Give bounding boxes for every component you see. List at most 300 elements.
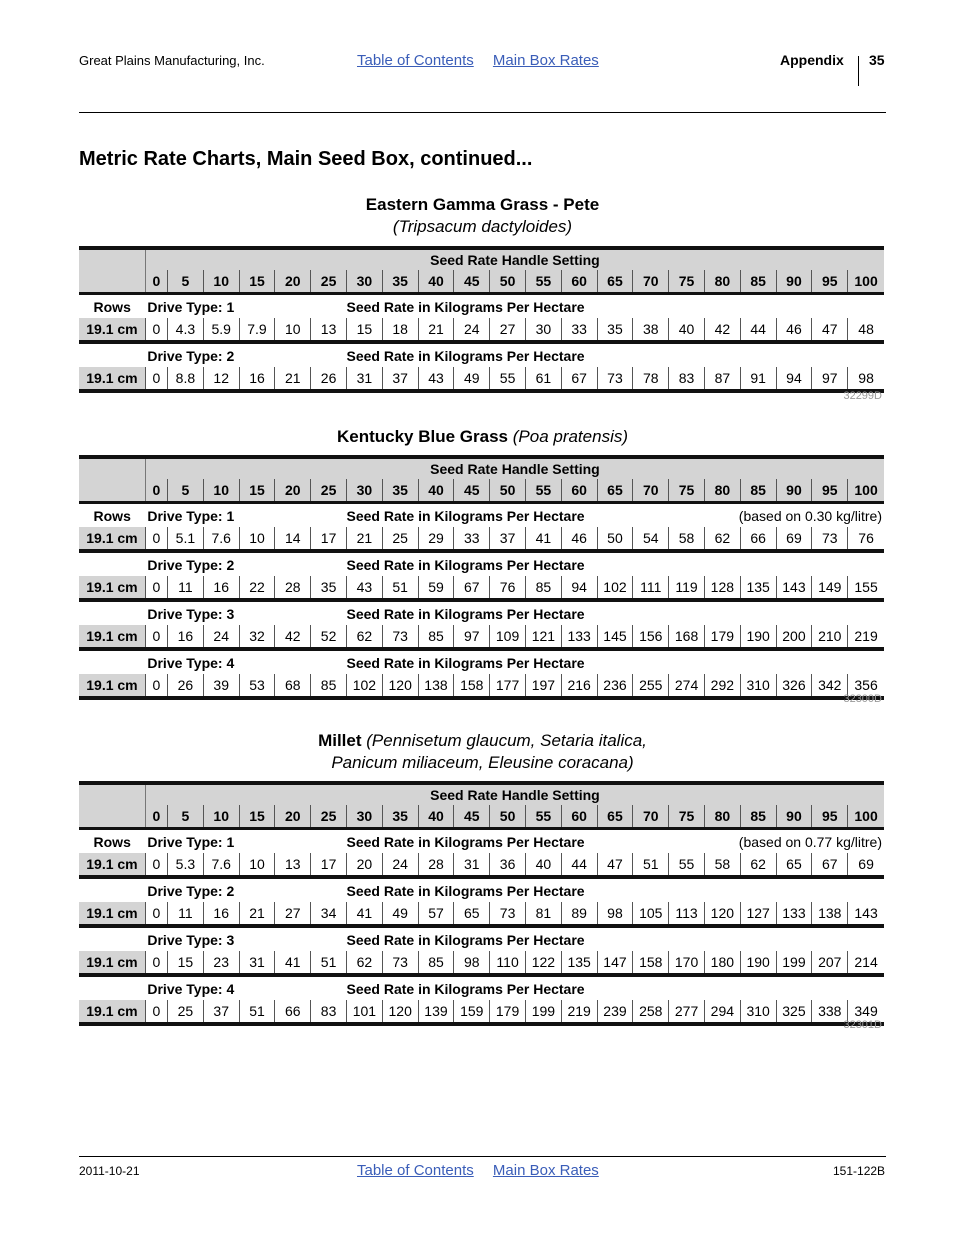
rate-cell: 51 bbox=[633, 853, 669, 877]
setting-header: 100 bbox=[848, 270, 884, 294]
crop-latin-name-line1: (Pennisetum glaucum, Setaria italica, bbox=[366, 731, 647, 750]
setting-header: 60 bbox=[561, 479, 597, 503]
figure-id: 32300D bbox=[843, 693, 882, 705]
rate-cell: 27 bbox=[490, 318, 526, 342]
rate-cell: 67 bbox=[561, 367, 597, 391]
rate-cell: 21 bbox=[275, 367, 311, 391]
rate-cell: 68 bbox=[275, 674, 311, 698]
rate-cell: 49 bbox=[454, 367, 490, 391]
rate-cell: 11 bbox=[168, 902, 204, 926]
corner-cell bbox=[79, 248, 145, 294]
drive-type-label: Drive Type: 2 bbox=[147, 556, 235, 573]
setting-header: 60 bbox=[561, 270, 597, 294]
rate-cell: 138 bbox=[418, 674, 454, 698]
rate-cell: 0 bbox=[145, 367, 167, 391]
setting-header: 55 bbox=[525, 270, 561, 294]
rate-cell: 16 bbox=[203, 576, 239, 600]
setting-header: 50 bbox=[490, 479, 526, 503]
rows-label bbox=[79, 926, 145, 951]
rate-cell: 255 bbox=[633, 674, 669, 698]
rate-cell: 85 bbox=[418, 625, 454, 649]
rate-cell: 28 bbox=[275, 576, 311, 600]
setting-header: 65 bbox=[597, 805, 633, 829]
rate-cell: 65 bbox=[776, 853, 812, 877]
rate-cell: 43 bbox=[418, 367, 454, 391]
drive-type-row bbox=[79, 877, 884, 902]
rate-cell: 94 bbox=[561, 576, 597, 600]
rows-label bbox=[79, 649, 145, 674]
rate-table-millet bbox=[79, 781, 884, 1026]
rate-cell: 149 bbox=[812, 576, 848, 600]
setting-header: 40 bbox=[418, 270, 454, 294]
rate-cell: 190 bbox=[740, 625, 776, 649]
rate-cell: 7.6 bbox=[203, 527, 239, 551]
rate-cell: 5.3 bbox=[168, 853, 204, 877]
rate-unit-label: Seed Rate in Kilograms Per Hectare bbox=[346, 298, 585, 315]
rate-cell: 26 bbox=[311, 367, 347, 391]
settings-title-row bbox=[79, 457, 884, 479]
rate-cell: 37 bbox=[203, 1000, 239, 1024]
rate-cell: 168 bbox=[669, 625, 705, 649]
rate-cell: 24 bbox=[382, 853, 418, 877]
rate-cell: 101 bbox=[346, 1000, 382, 1024]
density-note bbox=[669, 926, 884, 951]
rate-cell: 11 bbox=[168, 576, 204, 600]
rate-cell: 97 bbox=[812, 367, 848, 391]
rate-cell: 156 bbox=[633, 625, 669, 649]
density-note: (based on 0.30 kg/litre) bbox=[738, 507, 882, 524]
rate-unit-label: Seed Rate in Kilograms Per Hectare bbox=[346, 833, 585, 850]
rate-cell: 120 bbox=[382, 674, 418, 698]
setting-header: 35 bbox=[382, 270, 418, 294]
density-note bbox=[669, 294, 884, 319]
setting-header: 15 bbox=[239, 479, 275, 503]
rate-cell: 73 bbox=[490, 902, 526, 926]
rate-cell: 147 bbox=[597, 951, 633, 975]
rows-label bbox=[79, 877, 145, 902]
table-row bbox=[79, 576, 884, 600]
setting-header: 5 bbox=[168, 805, 204, 829]
rate-cell: 69 bbox=[776, 527, 812, 551]
drive-type-row bbox=[79, 926, 884, 951]
table-row bbox=[79, 853, 884, 877]
rate-cell: 57 bbox=[418, 902, 454, 926]
rate-cell: 83 bbox=[311, 1000, 347, 1024]
rate-cell: 66 bbox=[740, 527, 776, 551]
drive-type-row bbox=[79, 600, 884, 625]
footer-nav bbox=[357, 1162, 614, 1179]
rate-cell: 21 bbox=[346, 527, 382, 551]
rate-cell: 98 bbox=[454, 951, 490, 975]
rate-cell: 0 bbox=[145, 853, 167, 877]
rate-cell: 8.8 bbox=[168, 367, 204, 391]
rate-cell: 41 bbox=[525, 527, 561, 551]
main-box-rates-link[interactable]: Main Box Rates bbox=[492, 52, 599, 69]
rate-cell: 159 bbox=[454, 1000, 490, 1024]
rate-cell: 197 bbox=[525, 674, 561, 698]
rate-cell: 180 bbox=[704, 951, 740, 975]
drive-type-row bbox=[79, 649, 884, 674]
setting-header: 95 bbox=[812, 270, 848, 294]
rate-table-gamma-grass bbox=[79, 246, 884, 393]
rate-cell: 35 bbox=[597, 318, 633, 342]
rate-cell: 13 bbox=[311, 318, 347, 342]
row-spacing-label: 19.1 cm bbox=[79, 674, 145, 698]
rate-cell: 31 bbox=[239, 951, 275, 975]
row-spacing-label: 19.1 cm bbox=[79, 853, 145, 877]
rate-cell: 179 bbox=[704, 625, 740, 649]
setting-header: 10 bbox=[203, 270, 239, 294]
rate-cell: 25 bbox=[382, 527, 418, 551]
setting-header: 70 bbox=[633, 270, 669, 294]
rate-cell: 120 bbox=[704, 902, 740, 926]
rate-cell: 34 bbox=[311, 902, 347, 926]
rate-table-bluegrass bbox=[79, 455, 884, 700]
rate-cell: 87 bbox=[704, 367, 740, 391]
rate-cell: 310 bbox=[740, 674, 776, 698]
settings-title-row bbox=[79, 248, 884, 270]
doc-number: 151-122B bbox=[833, 1164, 886, 1178]
rate-cell: 38 bbox=[633, 318, 669, 342]
setting-header: 20 bbox=[275, 479, 311, 503]
rate-cell: 0 bbox=[145, 576, 167, 600]
settings-row bbox=[79, 805, 884, 829]
drive-type-row bbox=[79, 829, 884, 854]
rate-cell: 36 bbox=[490, 853, 526, 877]
header-nav bbox=[357, 52, 614, 69]
rate-cell: 342 bbox=[812, 674, 848, 698]
rate-cell: 5.1 bbox=[168, 527, 204, 551]
rate-cell: 258 bbox=[633, 1000, 669, 1024]
row-spacing-label: 19.1 cm bbox=[79, 951, 145, 975]
rate-cell: 128 bbox=[704, 576, 740, 600]
density-note bbox=[669, 600, 884, 625]
rate-cell: 73 bbox=[382, 951, 418, 975]
rate-cell: 158 bbox=[454, 674, 490, 698]
rate-cell: 83 bbox=[669, 367, 705, 391]
section-label: Appendix bbox=[780, 52, 844, 68]
setting-header: 5 bbox=[168, 479, 204, 503]
rate-cell: 97 bbox=[454, 625, 490, 649]
settings-title: Seed Rate Handle Setting bbox=[145, 248, 884, 270]
rate-cell: 58 bbox=[704, 853, 740, 877]
rate-cell: 49 bbox=[382, 902, 418, 926]
rows-label bbox=[79, 551, 145, 576]
rate-unit-label: Seed Rate in Kilograms Per Hectare bbox=[346, 931, 585, 948]
header-rule bbox=[79, 112, 886, 113]
setting-header: 90 bbox=[776, 479, 812, 503]
setting-header: 30 bbox=[346, 270, 382, 294]
section-title: Metric Rate Charts, Main Seed Box, continued... bbox=[79, 148, 533, 170]
drive-type-row bbox=[79, 342, 884, 367]
rate-cell: 20 bbox=[346, 853, 382, 877]
rate-cell: 59 bbox=[418, 576, 454, 600]
page-number: 35 bbox=[869, 52, 885, 68]
rate-cell: 10 bbox=[275, 318, 311, 342]
rate-cell: 47 bbox=[812, 318, 848, 342]
rate-cell: 219 bbox=[848, 625, 884, 649]
setting-header: 75 bbox=[669, 479, 705, 503]
rate-cell: 127 bbox=[740, 902, 776, 926]
rate-cell: 28 bbox=[418, 853, 454, 877]
setting-header: 100 bbox=[848, 805, 884, 829]
rate-cell: 37 bbox=[382, 367, 418, 391]
rate-cell: 62 bbox=[346, 951, 382, 975]
drive-type-label: Drive Type: 3 bbox=[147, 931, 235, 948]
rate-cell: 14 bbox=[275, 527, 311, 551]
rate-cell: 98 bbox=[848, 367, 884, 391]
table-row bbox=[79, 902, 884, 926]
rate-cell: 41 bbox=[275, 951, 311, 975]
rate-cell: 179 bbox=[490, 1000, 526, 1024]
rate-cell: 190 bbox=[740, 951, 776, 975]
drive-type-row bbox=[79, 975, 884, 1000]
rate-cell: 0 bbox=[145, 902, 167, 926]
rate-cell: 67 bbox=[812, 853, 848, 877]
setting-header: 80 bbox=[704, 479, 740, 503]
setting-header: 35 bbox=[382, 805, 418, 829]
setting-header: 70 bbox=[633, 479, 669, 503]
drive-type-row bbox=[79, 294, 884, 319]
rate-cell: 122 bbox=[525, 951, 561, 975]
setting-header: 5 bbox=[168, 270, 204, 294]
figure-id: 32301D bbox=[843, 1019, 882, 1031]
setting-header: 0 bbox=[145, 479, 167, 503]
rate-cell: 139 bbox=[418, 1000, 454, 1024]
setting-header: 55 bbox=[525, 479, 561, 503]
setting-header: 85 bbox=[740, 270, 776, 294]
rate-cell: 0 bbox=[145, 1000, 167, 1024]
footer-date: 2011-10-21 bbox=[79, 1164, 140, 1178]
rate-cell: 4.3 bbox=[168, 318, 204, 342]
rate-unit-label: Seed Rate in Kilograms Per Hectare bbox=[346, 980, 585, 997]
rate-cell: 274 bbox=[669, 674, 705, 698]
table-row bbox=[79, 951, 884, 975]
rate-cell: 48 bbox=[848, 318, 884, 342]
rate-cell: 120 bbox=[382, 1000, 418, 1024]
rate-cell: 155 bbox=[848, 576, 884, 600]
rate-cell: 135 bbox=[561, 951, 597, 975]
rate-cell: 62 bbox=[704, 527, 740, 551]
rate-cell: 62 bbox=[740, 853, 776, 877]
rate-cell: 7.9 bbox=[239, 318, 275, 342]
rate-cell: 105 bbox=[633, 902, 669, 926]
table-row bbox=[79, 367, 884, 391]
rate-cell: 15 bbox=[168, 951, 204, 975]
drive-type-label: Drive Type: 2 bbox=[147, 882, 235, 899]
rate-cell: 326 bbox=[776, 674, 812, 698]
rate-cell: 55 bbox=[490, 367, 526, 391]
rate-cell: 15 bbox=[346, 318, 382, 342]
rate-cell: 102 bbox=[597, 576, 633, 600]
table-row bbox=[79, 527, 884, 551]
rate-cell: 0 bbox=[145, 951, 167, 975]
rate-cell: 29 bbox=[418, 527, 454, 551]
rate-cell: 199 bbox=[525, 1000, 561, 1024]
rate-cell: 47 bbox=[597, 853, 633, 877]
row-spacing-label: 19.1 cm bbox=[79, 318, 145, 342]
rows-label: Rows bbox=[93, 833, 131, 850]
setting-header: 45 bbox=[454, 805, 490, 829]
rows-label bbox=[79, 975, 145, 1000]
rate-cell: 13 bbox=[275, 853, 311, 877]
rate-cell: 0 bbox=[145, 674, 167, 698]
rate-cell: 236 bbox=[597, 674, 633, 698]
toc-link[interactable]: Table of Contents bbox=[357, 1162, 474, 1179]
rate-cell: 109 bbox=[490, 625, 526, 649]
rate-cell: 40 bbox=[525, 853, 561, 877]
setting-header: 70 bbox=[633, 805, 669, 829]
setting-header: 35 bbox=[382, 479, 418, 503]
rate-cell: 10 bbox=[239, 527, 275, 551]
density-note bbox=[669, 551, 884, 576]
rate-unit-label: Seed Rate in Kilograms Per Hectare bbox=[346, 556, 585, 573]
rate-cell: 42 bbox=[704, 318, 740, 342]
rate-cell: 51 bbox=[311, 951, 347, 975]
rate-cell: 65 bbox=[454, 902, 490, 926]
rate-cell: 52 bbox=[311, 625, 347, 649]
rate-cell: 33 bbox=[454, 527, 490, 551]
setting-header: 90 bbox=[776, 270, 812, 294]
density-note: (based on 0.77 kg/litre) bbox=[738, 833, 882, 850]
setting-header: 0 bbox=[145, 270, 167, 294]
setting-header: 80 bbox=[704, 805, 740, 829]
rate-cell: 44 bbox=[740, 318, 776, 342]
drive-type-label: Drive Type: 4 bbox=[147, 980, 235, 997]
rate-unit-label: Seed Rate in Kilograms Per Hectare bbox=[346, 347, 585, 364]
drive-type-label: Drive Type: 1 bbox=[147, 833, 235, 850]
rate-cell: 16 bbox=[203, 902, 239, 926]
rate-cell: 78 bbox=[633, 367, 669, 391]
rate-cell: 5.9 bbox=[203, 318, 239, 342]
setting-header: 65 bbox=[597, 479, 633, 503]
rate-cell: 325 bbox=[776, 1000, 812, 1024]
drive-type-label: Drive Type: 3 bbox=[147, 605, 235, 622]
rate-cell: 55 bbox=[669, 853, 705, 877]
setting-header: 45 bbox=[454, 479, 490, 503]
toc-link[interactable]: Table of Contents bbox=[357, 52, 474, 69]
rate-cell: 31 bbox=[346, 367, 382, 391]
rate-cell: 54 bbox=[633, 527, 669, 551]
setting-header: 50 bbox=[490, 270, 526, 294]
rate-cell: 94 bbox=[776, 367, 812, 391]
rate-cell: 53 bbox=[239, 674, 275, 698]
rate-cell: 310 bbox=[740, 1000, 776, 1024]
rate-cell: 216 bbox=[561, 674, 597, 698]
row-spacing-label: 19.1 cm bbox=[79, 1000, 145, 1024]
settings-title: Seed Rate Handle Setting bbox=[145, 457, 884, 479]
rate-cell: 40 bbox=[669, 318, 705, 342]
rate-unit-label: Seed Rate in Kilograms Per Hectare bbox=[346, 507, 585, 524]
rate-cell: 76 bbox=[848, 527, 884, 551]
rate-cell: 46 bbox=[561, 527, 597, 551]
rate-cell: 24 bbox=[454, 318, 490, 342]
rate-cell: 22 bbox=[239, 576, 275, 600]
setting-header: 80 bbox=[704, 270, 740, 294]
header-divider bbox=[858, 56, 859, 86]
rate-cell: 18 bbox=[382, 318, 418, 342]
rate-cell: 58 bbox=[669, 527, 705, 551]
crop-latin-name-line2: Panicum miliaceum, Eleusine coracana) bbox=[331, 753, 634, 772]
setting-header: 25 bbox=[311, 805, 347, 829]
row-spacing-label: 19.1 cm bbox=[79, 527, 145, 551]
company-name: Great Plains Manufacturing, Inc. bbox=[79, 53, 265, 68]
rate-cell: 12 bbox=[203, 367, 239, 391]
table-row bbox=[79, 1000, 884, 1024]
rate-cell: 73 bbox=[382, 625, 418, 649]
rate-cell: 50 bbox=[597, 527, 633, 551]
setting-header: 20 bbox=[275, 805, 311, 829]
rate-cell: 35 bbox=[311, 576, 347, 600]
rate-cell: 239 bbox=[597, 1000, 633, 1024]
rate-cell: 210 bbox=[812, 625, 848, 649]
rate-cell: 207 bbox=[812, 951, 848, 975]
rate-cell: 25 bbox=[168, 1000, 204, 1024]
crop-latin-name: (Poa pratensis) bbox=[512, 427, 629, 446]
rate-cell: 85 bbox=[418, 951, 454, 975]
rate-cell: 121 bbox=[525, 625, 561, 649]
rows-label bbox=[79, 600, 145, 625]
settings-row bbox=[79, 270, 884, 294]
rate-cell: 135 bbox=[740, 576, 776, 600]
row-spacing-label: 19.1 cm bbox=[79, 576, 145, 600]
rate-cell: 119 bbox=[669, 576, 705, 600]
rate-cell: 51 bbox=[239, 1000, 275, 1024]
rate-cell: 7.6 bbox=[203, 853, 239, 877]
setting-header: 15 bbox=[239, 270, 275, 294]
setting-header: 25 bbox=[311, 270, 347, 294]
rate-cell: 61 bbox=[525, 367, 561, 391]
chart-title-millet bbox=[79, 730, 886, 774]
rate-cell: 16 bbox=[168, 625, 204, 649]
rate-cell: 111 bbox=[633, 576, 669, 600]
setting-header: 40 bbox=[418, 479, 454, 503]
drive-type-row bbox=[79, 551, 884, 576]
setting-header: 95 bbox=[812, 805, 848, 829]
rate-cell: 21 bbox=[239, 902, 275, 926]
density-note bbox=[669, 877, 884, 902]
corner-cell bbox=[79, 457, 145, 503]
rate-cell: 69 bbox=[848, 853, 884, 877]
rows-label: Rows bbox=[93, 298, 131, 315]
rate-cell: 23 bbox=[203, 951, 239, 975]
rate-cell: 46 bbox=[776, 318, 812, 342]
chart-title-bluegrass bbox=[79, 426, 886, 448]
settings-title: Seed Rate Handle Setting bbox=[145, 783, 884, 805]
crop-latin-name: (Tripsacum dactyloides) bbox=[392, 217, 573, 236]
rate-cell: 349 bbox=[848, 1000, 884, 1024]
setting-header: 95 bbox=[812, 479, 848, 503]
main-box-rates-link[interactable]: Main Box Rates bbox=[492, 1162, 599, 1179]
rate-cell: 277 bbox=[669, 1000, 705, 1024]
rate-cell: 98 bbox=[597, 902, 633, 926]
rate-cell: 85 bbox=[525, 576, 561, 600]
rate-cell: 133 bbox=[561, 625, 597, 649]
rate-cell: 67 bbox=[454, 576, 490, 600]
rows-label: Rows bbox=[93, 507, 131, 524]
row-spacing-label: 19.1 cm bbox=[79, 367, 145, 391]
crop-name: Millet bbox=[318, 731, 362, 750]
setting-header: 45 bbox=[454, 270, 490, 294]
setting-header: 40 bbox=[418, 805, 454, 829]
rate-cell: 0 bbox=[145, 625, 167, 649]
setting-header: 50 bbox=[490, 805, 526, 829]
density-note bbox=[669, 342, 884, 367]
setting-header: 100 bbox=[848, 479, 884, 503]
rate-cell: 177 bbox=[490, 674, 526, 698]
rate-cell: 30 bbox=[525, 318, 561, 342]
table-row bbox=[79, 318, 884, 342]
